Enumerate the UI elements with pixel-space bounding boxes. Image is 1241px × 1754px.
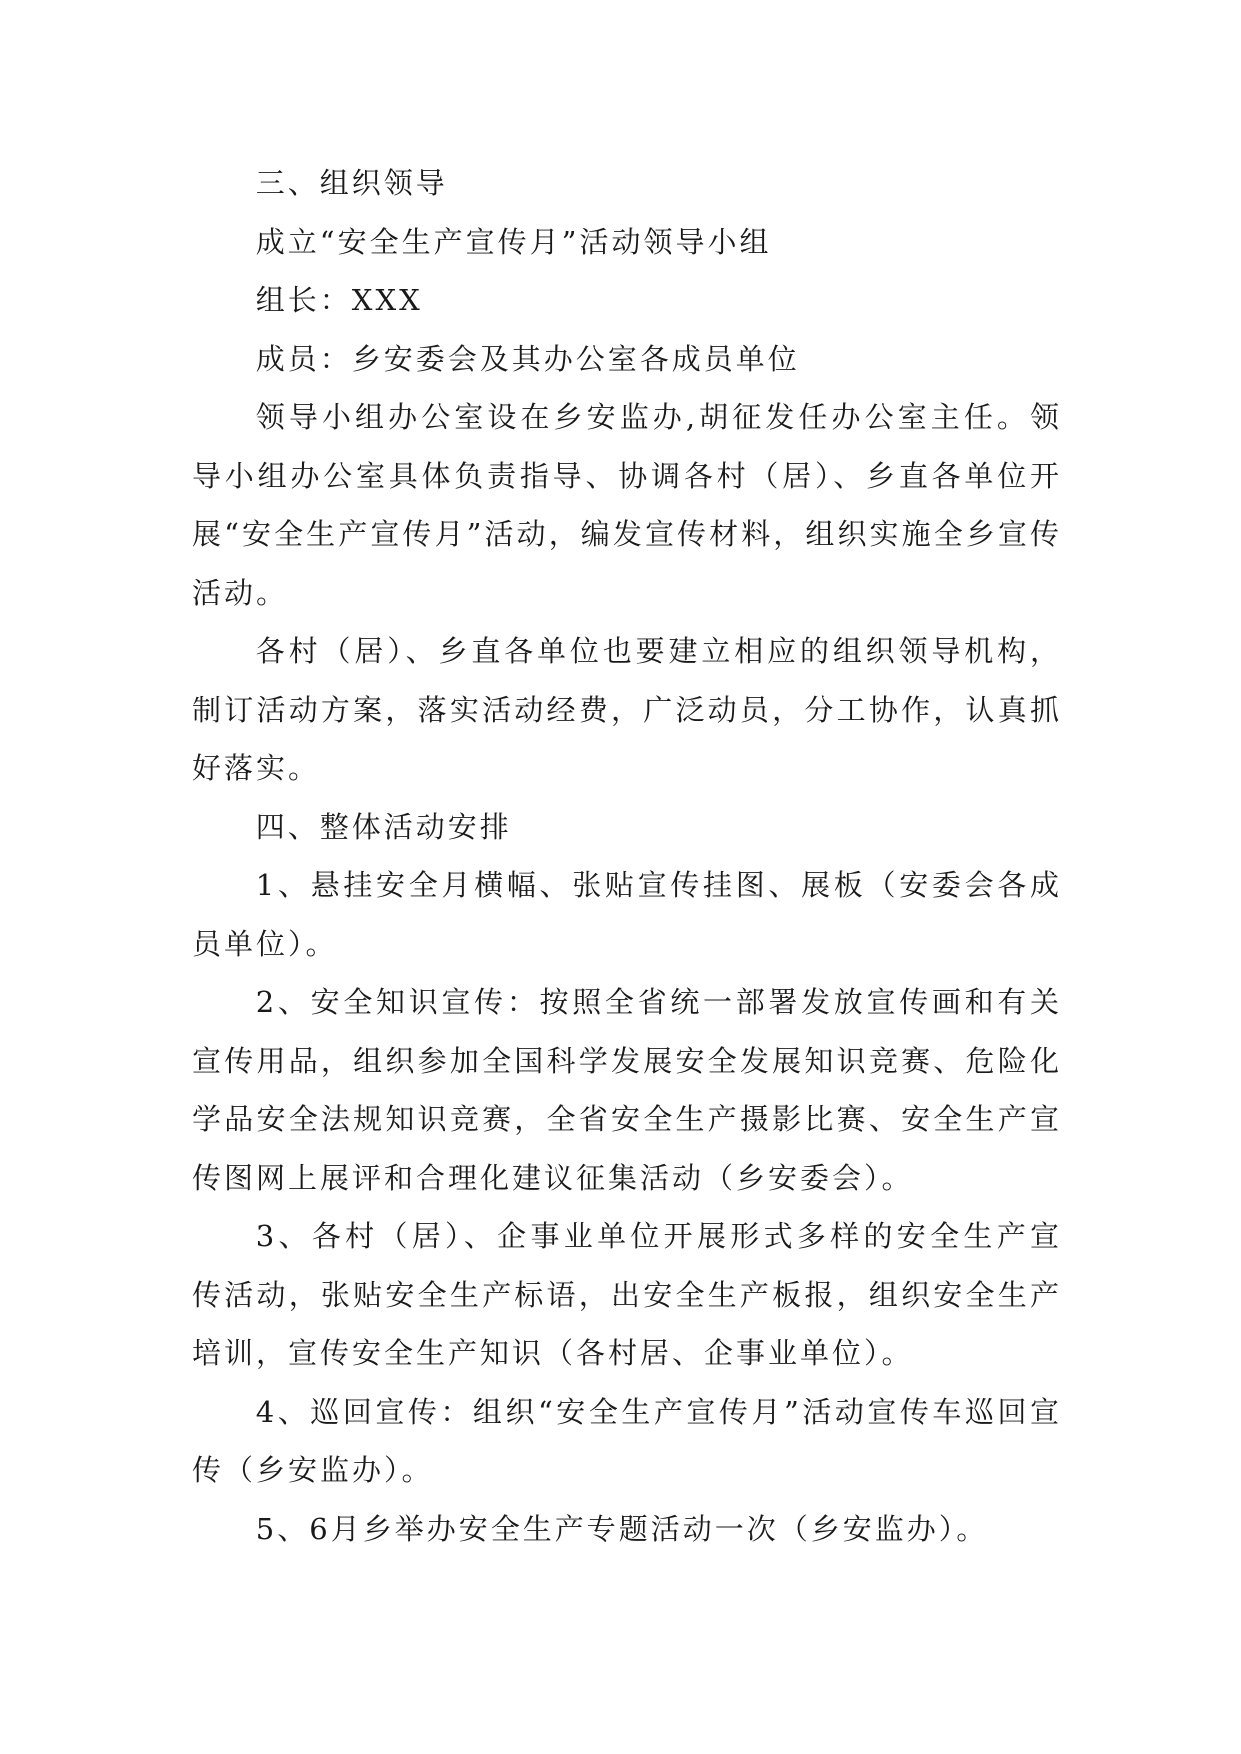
list-item-2: 2、安全知识宣传：按照全省统一部署发放宣传画和有关宣传用品，组织参加全国科学发展安全发展知识竞赛、危险化学品安全法规知识竞赛，全省安全生产摄影比赛、安全生产宣传图网上展评和合理化建议征集活动（乡安委会）。	[192, 985, 1062, 1195]
list-item-3: 3、各村（居）、企事业单位开展形式多样的安全生产宣传活动，张贴安全生产标语，出安全生产板报，组织安全生产培训，宣传安全生产知识（各村居、企事业单位）。	[192, 1219, 1062, 1370]
paragraph-village-organization: 各村（居）、乡直各单位也要建立相应的组织领导机构，制订活动方案，落实活动经费，广泛动员，分工协作，认真抓好落实。	[192, 634, 1062, 785]
paragraph-group-members: 成员：乡安委会及其办公室各成员单位	[255, 341, 800, 376]
paragraph-group-leader: 组长：XXX	[255, 283, 423, 317]
document-body	[192, 154, 1062, 1558]
list-item-4: 4、巡回宣传：组织“安全生产宣传月”活动宣传车巡回宣传（乡安监办）。	[192, 1394, 1062, 1487]
list-item-1: 1、悬挂安全月横幅、张贴宣传挂图、展板（安委会各成员单位）。	[192, 868, 1062, 961]
section-heading-activity-plan: 四、整体活动安排	[255, 809, 512, 844]
paragraph-office-duties: 领导小组办公室设在乡安监办,胡征发任办公室主任。领导小组办公室具体负责指导、协调各村（居）、乡直各单位开展“安全生产宣传月”活动，编发宣传材料，组织实施全乡宣传活动。	[192, 400, 1062, 610]
list-item-5: 5、6月乡举办安全生产专题活动一次（乡安监办）。	[255, 1511, 989, 1546]
section-heading-organization: 三、组织领导	[255, 166, 448, 200]
paragraph-establish-group: 成立“安全生产宣传月”活动领导小组	[255, 224, 772, 259]
